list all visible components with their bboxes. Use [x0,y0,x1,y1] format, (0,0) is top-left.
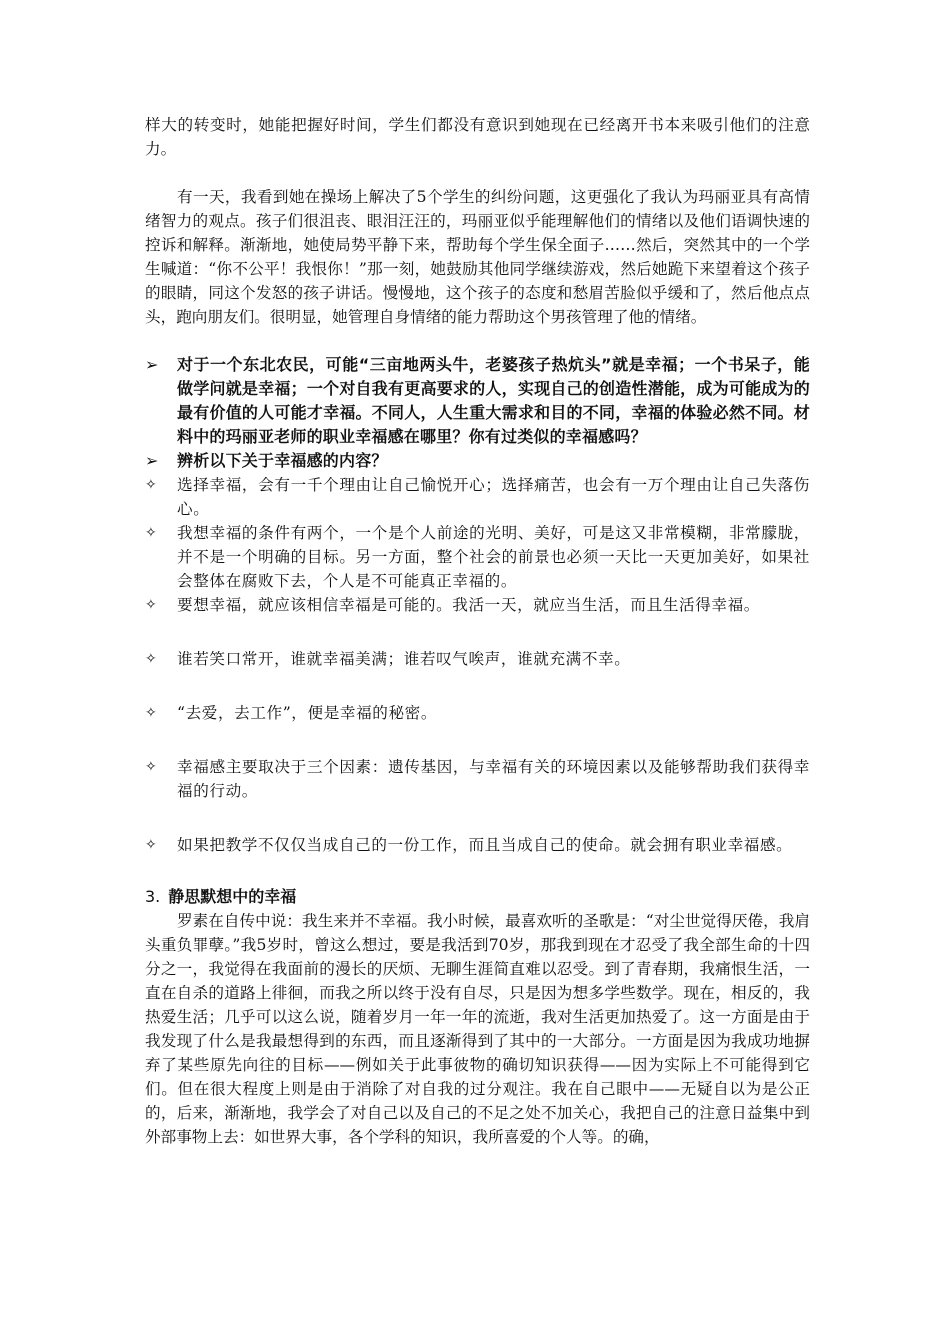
question-item [145,449,810,473]
question-list [145,353,810,473]
statement-item [145,473,810,521]
statement-text: 如果把教学不仅仅当成自己的一份工作，而且当成自己的使命。就会拥有职业幸福感。 [177,836,793,854]
statement-item [145,833,810,857]
section-number: 3. [145,887,161,906]
arrow-bullet-icon: ➢ [145,451,159,470]
statement-text: “去爱，去工作”，便是幸福的秘密。 [177,704,438,722]
question-text: 对于一个东北农民，可能“三亩地两头牛，老婆孩子热炕头”就是幸福；一个书呆子，能做学问就是幸福；一个对自我有更高要求的人，实现自己的创造性潜能，成为可能成为的最有价值的人可能才幸福。不同人，人生重大需求和目的不同，幸福的体验必然不同。材料中的玛丽亚老师的职业幸福感在哪里？你有过类似的幸福感吗？ [177,355,810,446]
question-item [145,353,810,449]
statement-item [145,521,810,593]
diamond-bullet-icon: ✧ [145,837,157,853]
statement-item [145,647,810,671]
statement-item [145,593,810,617]
section-body: 罗素在自传中说：我生来并不幸福。我小时候，最喜欢听的圣歌是：“对尘世觉得厌倦，我肩头重负罪孽。”我5岁时，曾这么想过，要是我活到70岁，那我到现在才忍受了我全部生命的十四分之一，我觉得在我面前的漫长的厌烦、无聊生涯简直难以忍受。到了青春期，我痛恨生活，一直在自杀的道路上徘徊，而我之所以终于没有自尽，只是因为想多学些数学。现在，相反的，我热爱生活；几乎可以这么说，随着岁月一年一年的流逝，我对生活更加热爱了。这一方面是由于我发现了什么是我最想得到的东西，而且逐渐得到了其中的一大部分。一方面是因为我成功地摒弃了某些原先向往的目标——例如关于此事彼物的确切知识获得——因为实际上不可能得到它们。但在很大程度上则是由于消除了对自我的过分观注。我在自己眼中——无疑自以为是公正的，后来，渐渐地，我学会了对自己以及自己的不足之处不加关心，我把自己的注意日益集中到外部事物上去：如世界大事，各个学科的知识，我所喜爱的个人等。的确， [145,912,810,1146]
paragraph-continuation: 样大的转变时，她能把握好时间，学生们都没有意识到她现在已经离开书本来吸引他们的注意力。 [145,116,810,158]
statement-text: 我想幸福的条件有两个，一个是个人前途的光明、美好，可是这又非常模糊，非常朦胧，并不是一个明确的目标。另一方面，整个社会的前景也必须一天比一天更加美好，如果社会整体在腐败下去，个人是不可能真正幸福的。 [177,524,810,590]
statement-list [145,473,810,857]
diamond-bullet-icon: ✧ [145,597,157,613]
section-heading [145,885,810,909]
statement-text: 选择幸福，会有一千个理由让自己愉悦开心；选择痛苦，也会有一万个理由让自己失落伤心。 [177,476,810,518]
diamond-bullet-icon: ✧ [145,525,157,541]
statement-text: 要想幸福，就应该相信幸福是可能的。我活一天，就应当生活，而且生活得幸福。 [177,596,760,614]
arrow-bullet-icon: ➢ [145,355,159,374]
statement-text: 幸福感主要取决于三个因素：遗传基因，与幸福有关的环境因素以及能够帮助我们获得幸福的行动。 [177,758,810,800]
statement-item [145,701,810,725]
diamond-bullet-icon: ✧ [145,705,157,721]
diamond-bullet-icon: ✧ [145,759,157,775]
diamond-bullet-icon: ✧ [145,651,157,667]
statement-text: 谁若笑口常开，谁就幸福美满；谁若叹气唉声，谁就充满不幸。 [177,650,631,668]
statement-item [145,755,810,803]
diamond-bullet-icon: ✧ [145,477,157,493]
document-page [145,113,810,1149]
section-title: 静思默想中的幸福 [168,887,297,906]
question-text: 辨析以下关于幸福感的内容？ [177,451,388,470]
paragraph-playground-story: 有一天，我看到她在操场上解决了5个学生的纠纷问题，这更强化了我认为玛丽亚具有高情绪智力的观点。孩子们很沮丧、眼泪汪汪的，玛丽亚似乎能理解他们的情绪以及他们语调快速的控诉和解释。渐渐地，她使局势平静下来，帮助每个学生保全面子……然后，突然其中的一个学生喊道：“你不公平！我恨你！”那一刻，她鼓励其他同学继续游戏，然后她跪下来望着这个孩子的眼睛，同这个发怒的孩子讲话。慢慢地，这个孩子的态度和愁眉苦脸似乎缓和了，然后他点点头，跑向朋友们。很明显，她管理自身情绪的能力帮助这个男孩管理了他的情绪。 [145,188,810,326]
